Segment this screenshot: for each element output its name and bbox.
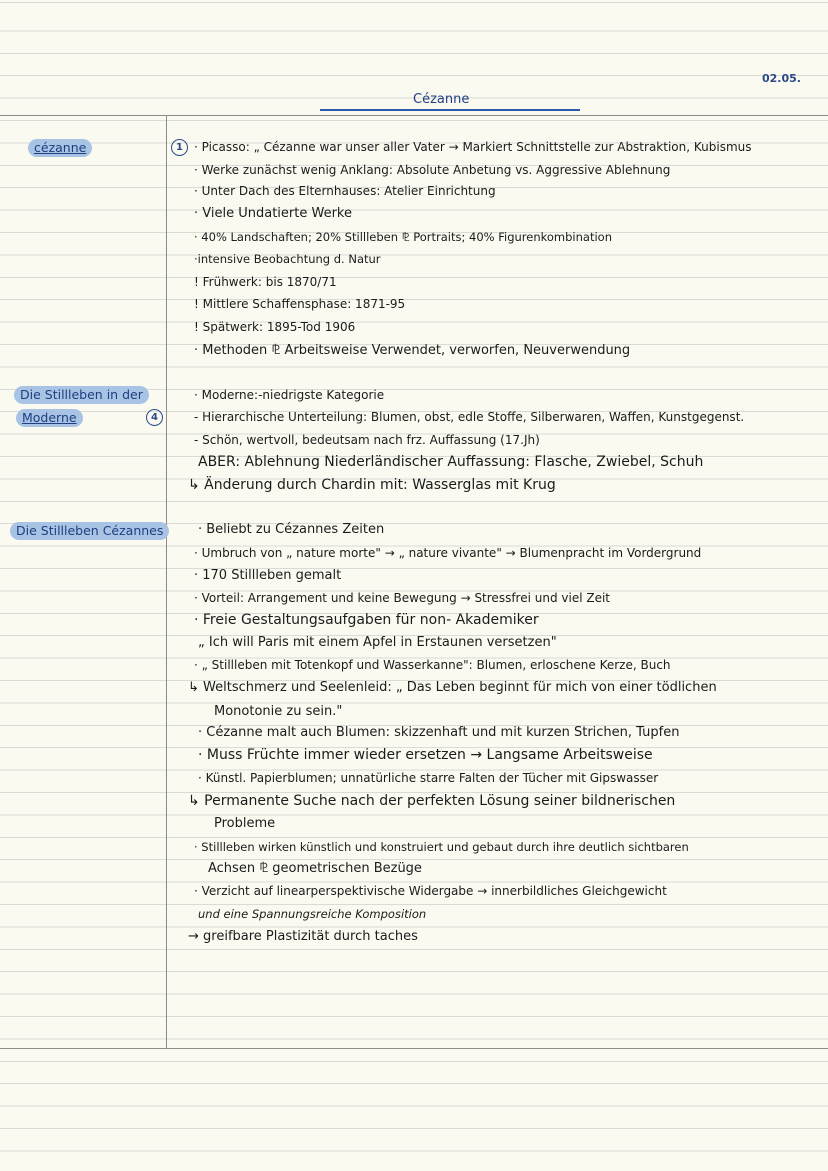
note-line: Achsen ⅊ geometrischen Bezüge [208,861,422,876]
note-line: ·intensive Beobachtung d. Natur [194,252,381,266]
note-line: · „ Stillleben mit Totenkopf und Wasserkanne": Blumen, erloschene Kerze, Buch [194,658,671,672]
note-line: · Muss Früchte immer wieder ersetzen → Langsame Arbeitsweise [198,747,653,763]
note-line: · 40% Landschaften; 20% Stillleben ⅊ Portraits; 40% Figurenkombination [194,230,612,244]
sidebar-label-stillleben-cezannes: Die Stillleben Cézannes [10,522,169,540]
sidebar-label-cezanne: cézanne [28,139,92,157]
sidebar-label-stillleben-moderne-bottom: Moderne [16,409,83,427]
note-line: ↳ Änderung durch Chardin mit: Wasserglas mit Krug [188,477,556,493]
note-line: · Künstl. Papierblumen; unnatürliche starre Falten der Tücher mit Gipswasser [198,771,659,785]
note-line: → greifbare Plastizität durch taches [188,929,418,944]
margin-divider [166,116,167,1048]
note-line: · Viele Undatierte Werke [194,206,352,221]
title-underline [320,109,580,111]
note-line: ↳ Permanente Suche nach der perfekten Lösung seiner bildnerischen [188,793,676,809]
note-line: · Moderne:-niedrigste Kategorie [194,388,385,402]
number-badge-1: 1 [171,139,188,156]
note-line: · Freie Gestaltungsaufgaben für non- Akademiker [194,612,539,628]
note-line: ABER: Ablehnung Niederländischer Auffassung: Flasche, Zwiebel, Schuh [198,454,704,470]
note-line: · Beliebt zu Cézannes Zeiten [198,522,385,537]
note-line: · Picasso: „ Cézanne war unser aller Vater → Markiert Schnittstelle zur Abstraktion, Kubismus [194,140,752,154]
note-line: · Methoden ⅊ Arbeitsweise Verwendet, verworfen, Neuverwendung [194,343,631,358]
note-line: Monotonie zu sein." [214,704,343,719]
note-line: · Werke zunächst wenig Anklang: Absolute Anbetung vs. Aggressive Ablehnung [194,163,671,177]
note-line: ! Frühwerk: bis 1870/71 [194,275,337,289]
note-line: ! Spätwerk: 1895-Tod 1906 [194,320,356,334]
note-line: - Schön, wertvoll, bedeutsam nach frz. Auffassung (17.Jh) [194,433,540,447]
footer-divider [0,1048,828,1049]
note-line: - Hierarchische Unterteilung: Blumen, obst, edle Stoffe, Silberwaren, Waffen, Kunstgegenst. [194,410,745,424]
note-line: · Umbruch von „ nature morte" → „ nature vivante" → Blumenpracht im Vordergrund [194,546,702,560]
note-line: · Cézanne malt auch Blumen: skizzenhaft und mit kurzen Strichen, Tupfen [198,725,680,740]
date: 02.05. [762,72,801,85]
note-line: · Unter Dach des Elternhauses: Atelier Einrichtung [194,184,496,198]
note-line: · Verzicht auf linearperspektivische Widergabe → innerbildliches Gleichgewicht [194,884,667,898]
note-line: · Stillleben wirken künstlich und konstruiert und gebaut durch ihre deutlich sichtbaren [194,840,689,854]
note-line: und eine Spannungsreiche Komposition [198,907,427,921]
note-line: ↳ Weltschmerz und Seelenleid: „ Das Leben beginnt für mich von einer tödlichen [188,680,717,695]
header-divider [0,115,828,116]
sidebar-label-stillleben-moderne-top: Die Stillleben in der [14,386,149,404]
note-line: Probleme [214,816,276,831]
note-line: ! Mittlere Schaffensphase: 1871-95 [194,297,406,311]
note-line: „ Ich will Paris mit einem Apfel in Erstaunen versetzen" [198,635,557,650]
number-badge-4: 4 [146,409,163,426]
note-line: · Vorteil: Arrangement und keine Bewegung → Stressfrei und viel Zeit [194,591,610,605]
note-line: · 170 Stillleben gemalt [194,568,342,583]
page-title: Cézanne [413,92,470,107]
